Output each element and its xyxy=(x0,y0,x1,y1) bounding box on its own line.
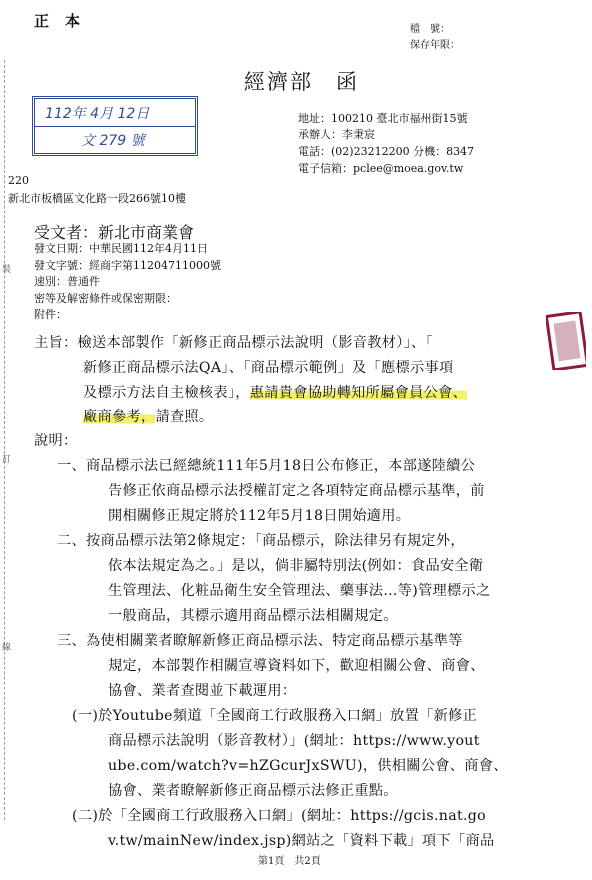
page-footer: 第1頁 共2頁 xyxy=(258,856,321,867)
secrecy: 密等及解密條件或保密期限： xyxy=(34,292,177,305)
subject-highlight-2: 廠商參考， xyxy=(83,409,156,425)
subject-line-4 xyxy=(83,406,213,426)
subject-line-3-text: 及標示方法自主檢核表」， xyxy=(83,385,250,401)
binding-mark-1: 裝 xyxy=(2,265,12,275)
binding-mark-3: 線 xyxy=(2,643,12,653)
attachment: 附件： xyxy=(34,308,67,321)
item-2-line-4: 一般商品，其標示適用商品標示法相關規定。 xyxy=(108,608,398,624)
retention-label: 保存年限： xyxy=(410,40,460,51)
stamp-divider xyxy=(35,126,195,127)
issue-number: 發文字號：經商字第11204711000號 xyxy=(34,259,221,272)
sub-item-2-line-1: (二)於「全國商工行政服務入口網」(網址：https://gcis.nat.go xyxy=(72,808,487,824)
document-title: 經濟部 函 xyxy=(244,70,359,94)
contact-email: 電子信箱：pclee@moea.gov.tw xyxy=(298,162,464,175)
subject-line-1: 主旨：檢送本部製作「新修正商品標示法說明（影音教材）」、「 xyxy=(34,335,433,351)
subject-highlight-1: 惠請貴會協助轉知所屬會員公會、 xyxy=(249,385,468,401)
recipient: 受文者：新北市商業會 xyxy=(34,223,195,242)
contact-phone: 電話：(02)23212200 分機：8347 xyxy=(298,145,475,158)
item-2-line-3: 生管理法、化粧品衛生安全管理法、藥事法…等)管理標示之 xyxy=(108,583,491,599)
item-2-line-2: 依本法規定為之。」是以，倘非屬特別法(例如：食品安全衛 xyxy=(108,558,484,574)
contact-address: 地址：100210 臺北市福州街15號 xyxy=(298,112,468,125)
item-2-line-1: 二、按商品標示法第2條規定：「商品標示，除法律另有規定外， xyxy=(57,533,465,549)
item-3-line-2: 規定，本部製作相關宣導資料如下，歡迎相關公會、商會、 xyxy=(108,658,485,674)
sub-item-1-line-4: 協會、業者瞭解新修正商品標示法修正重點。 xyxy=(108,783,398,799)
contact-handler: 承辦人：李秉宸 xyxy=(298,128,375,141)
speed: 速別：普通件 xyxy=(34,275,100,288)
item-3-line-3: 協會、業者查閱並下載運用： xyxy=(108,683,297,699)
stamp-number: 文 279 號 xyxy=(81,133,145,149)
binding-mark-2: 訂 xyxy=(2,455,12,465)
sub-item-1-line-1: (一)於Youtube頻道「全國商工行政服務入口網」放置「新修正 xyxy=(72,708,478,724)
explanation-label: 說明： xyxy=(34,433,78,449)
item-1-line-3: 開相關修正規定將於112年5月18日開始適用。 xyxy=(108,508,411,524)
recipient-postcode: 220 xyxy=(8,174,29,187)
sub-item-1-line-2: 商品標示法說明（影音教材）」(網址：https://www.yout xyxy=(108,733,480,749)
subject-line-3 xyxy=(83,382,467,402)
binding-line xyxy=(4,60,6,820)
subject-line-4-text: 請查照。 xyxy=(155,409,214,425)
received-stamp xyxy=(32,96,198,156)
item-1-line-2: 告修正依商品標示法授權訂定之各項特定商品標示基準，前 xyxy=(108,483,485,499)
sub-item-1-line-3: ube.com/watch?v=hZGcurJxSWU)，供相關公會、商會、 xyxy=(108,758,508,774)
stamp-date: 112年 4月 12日 xyxy=(45,106,150,122)
item-3-line-1: 三、為使相關業者瞭解新修正商品標示法、特定商品標示基準等 xyxy=(57,633,463,649)
item-1-line-1: 一、商品標示法已經總統111年5月18日公布修正，本部遂陸續公 xyxy=(57,458,476,474)
subject-line-2: 新修正商品標示法QA」、「商品標示範例」及「應標示事項 xyxy=(83,360,454,376)
copy-mark: 正本 xyxy=(34,12,97,30)
file-number-label: 檔 號： xyxy=(410,24,450,35)
official-seal xyxy=(546,312,586,370)
issue-date: 發文日期：中華民國112年4月11日 xyxy=(34,242,208,255)
recipient-address: 新北市板橋區文化路一段266號10樓 xyxy=(8,192,186,205)
sub-item-2-line-2: v.tw/mainNew/index.jsp)網站之「資料下載」項下「商品 xyxy=(108,833,495,849)
